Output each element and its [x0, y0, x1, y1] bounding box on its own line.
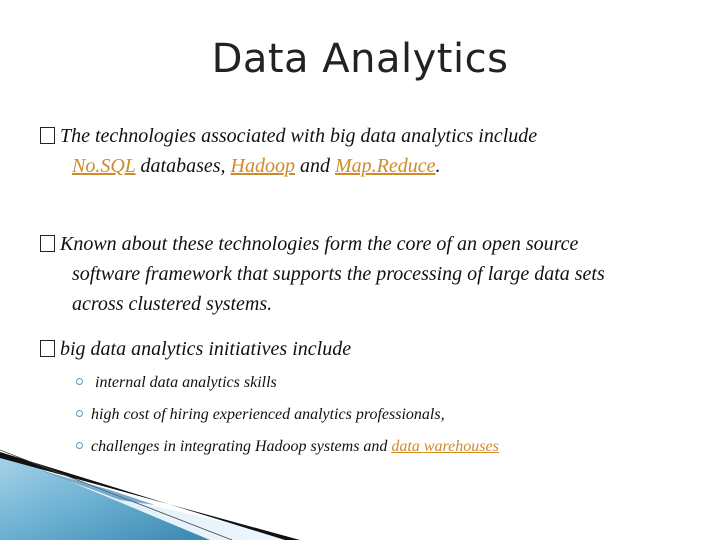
sub-item-1-text: internal data analytics skills: [91, 374, 277, 391]
link-nosql[interactable]: No.SQL: [72, 155, 136, 177]
bullet-2-line-3: across clustered systems.: [72, 293, 273, 315]
text-and: and: [295, 155, 335, 177]
bullet-3-line-1: big data analytics initiatives include: [60, 338, 352, 360]
sub-item-2-text: high cost of hiring experienced analytics professionals,: [91, 406, 445, 423]
bullet-2-line-2: software framework that supports the processing of large data sets: [72, 263, 605, 285]
link-hadoop[interactable]: Hadoop: [230, 155, 295, 177]
text-period: .: [435, 155, 441, 177]
sub-item-3-text: challenges in integrating Hadoop systems and: [91, 438, 392, 455]
slide-title: Data Analytics: [211, 36, 509, 82]
bullet-1-line-1: The technologies associated with big data analytics include: [60, 125, 538, 147]
bullet-2-line-1: Known about these technologies form the core of an open source: [60, 233, 579, 255]
text-databases: databases,: [135, 155, 231, 177]
link-mapreduce[interactable]: Map.Reduce: [335, 155, 436, 177]
link-data-warehouses[interactable]: data warehouses: [391, 438, 499, 455]
